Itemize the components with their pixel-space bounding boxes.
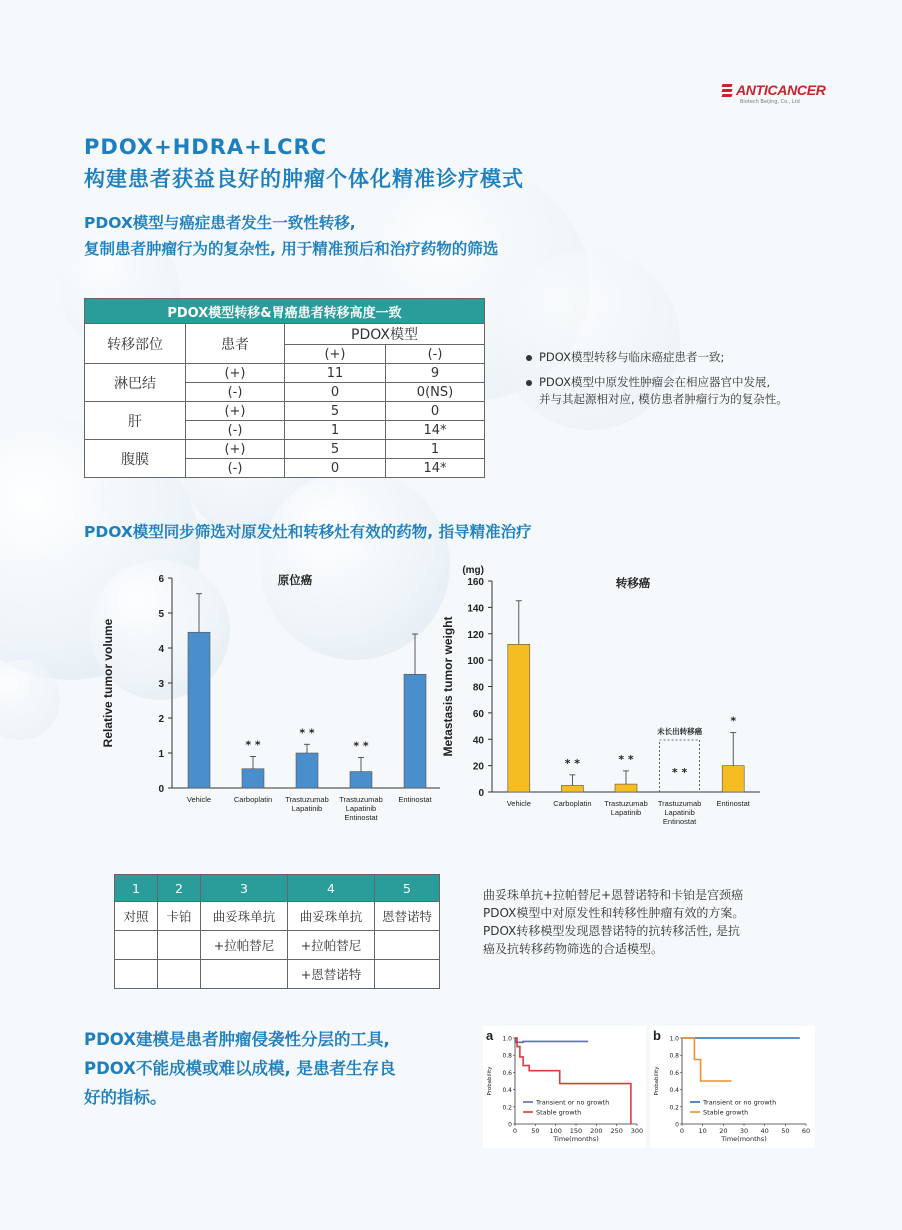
value-cell: 9 <box>386 364 485 383</box>
bar <box>508 644 530 792</box>
patient-cell: (-) <box>186 459 285 478</box>
bullet-dot-icon <box>526 355 532 361</box>
bar <box>722 766 744 792</box>
group-header: 2 <box>158 875 201 902</box>
x-tick-label: Carboplatin <box>233 795 273 804</box>
x-tick-label: Entinostat <box>398 795 432 804</box>
y-tick-label: 0 <box>478 788 484 799</box>
y-tick-label: 120 <box>467 629 484 641</box>
y-tick-label: 6 <box>158 574 164 585</box>
patient-cell: (+) <box>186 364 285 383</box>
paragraph-line: 曲妥珠单抗+拉帕替尼+恩替诺特和卡铂是宫颈癌 <box>483 888 744 902</box>
legend-label: Transient or no growth <box>703 1098 777 1107</box>
y-tick-label: 0.8 <box>669 1052 679 1060</box>
panel-label: a <box>486 1028 494 1043</box>
y-tick-label: 160 <box>467 577 484 588</box>
no-metastasis-note: 未长出转移癌 <box>657 727 703 736</box>
x-tick-label: 200 <box>590 1127 603 1135</box>
paragraph-line: 癌及抗转移药物筛选的合适模型。 <box>483 942 664 956</box>
survival-chart-b <box>650 1026 815 1148</box>
col-header-pdox: PDOX模型 <box>285 324 485 345</box>
site-cell: 肝 <box>85 402 186 440</box>
table-row <box>85 440 485 459</box>
group-cell <box>158 960 201 989</box>
x-tick-label: 50 <box>531 1127 540 1135</box>
y-tick-label: 80 <box>472 682 484 694</box>
group-header: 5 <box>375 875 440 902</box>
x-tick-label: Carboplatin <box>553 799 592 808</box>
bullet-dot-icon <box>526 380 532 386</box>
bar <box>188 632 210 788</box>
table-row <box>115 931 440 960</box>
logo-name: ANTICANCER <box>736 82 826 98</box>
page-title-line2: 构建患者获益良好的肿瘤个体化精准诊疗模式 <box>84 167 524 191</box>
section2-heading: PDOX模型同步筛选对原发灶和转移灶有效的药物, 指导精准治疗 <box>84 523 532 541</box>
section3-heading-line1: PDOX建模是患者肿瘤侵袭性分层的工具, <box>84 1030 390 1049</box>
chart-title: 原位癌 <box>277 573 313 587</box>
x-tick-label: 0 <box>512 1127 518 1135</box>
x-axis-label: Time(months) <box>553 1135 599 1143</box>
patient-cell: (-) <box>186 421 285 440</box>
survival-curve <box>682 1038 732 1081</box>
x-tick-label: Vehicle <box>186 795 212 804</box>
significance-mark: * * <box>564 756 581 770</box>
group-cell: 恩替诺特 <box>375 902 440 931</box>
value-cell: 11 <box>285 364 386 383</box>
y-tick-label: 0.2 <box>502 1104 512 1112</box>
metastasis-table <box>84 298 485 478</box>
x-tick-label: Lapatinib <box>291 804 323 813</box>
group-cell <box>115 960 158 989</box>
x-tick-label: Trastuzumab <box>604 799 648 808</box>
col-header-site: 转移部位 <box>85 324 186 364</box>
x-tick-label: Entinostat <box>716 799 750 808</box>
value-cell: 1 <box>386 440 485 459</box>
survival-chart-a <box>483 1026 646 1148</box>
bar <box>350 772 372 788</box>
x-tick-label: Lapatinib <box>664 808 695 817</box>
x-tick-label: Trastuzumab <box>339 795 383 804</box>
paragraph-line: PDOX模型中对原发性和转移性肿瘤有效的方案。 <box>483 906 745 920</box>
company-logo <box>722 82 826 108</box>
significance-mark: * * <box>299 726 315 740</box>
y-tick-label: 0.8 <box>502 1052 512 1060</box>
bullet-text: PDOX模型转移与临床癌症患者一致; <box>539 350 725 364</box>
value-cell: 5 <box>285 402 386 421</box>
x-tick-label: 100 <box>549 1127 562 1135</box>
x-tick-label: Trastuzumab <box>285 795 329 804</box>
x-tick-label: Lapatinib <box>345 804 377 813</box>
bullet-text: PDOX模型中原发性肿瘤会在相应器官中发展, <box>539 375 771 389</box>
x-tick-label: 10 <box>698 1127 707 1135</box>
treatment-groups-table <box>114 874 440 989</box>
y-tick-label: 0 <box>158 784 164 795</box>
x-tick-label: 300 <box>630 1127 644 1135</box>
panel-label: b <box>653 1028 661 1043</box>
y-tick-label: 0.6 <box>669 1069 679 1077</box>
page-title-line1: PDOX+HDRA+LCRC <box>84 135 328 159</box>
table-row <box>115 960 440 989</box>
group-cell: 曲妥珠单抗 <box>201 902 288 931</box>
col-header-patient: 患者 <box>186 324 285 364</box>
value-cell: 0 <box>285 459 386 478</box>
group-header: 4 <box>288 875 375 902</box>
section1-heading-line1: PDOX模型与癌症患者发生一致性转移, <box>84 214 356 232</box>
bar <box>404 674 426 788</box>
group-cell <box>375 931 440 960</box>
value-cell: 1 <box>285 421 386 440</box>
y-tick-label: 0 <box>675 1121 679 1129</box>
y-tick-label: 1.0 <box>502 1035 512 1043</box>
y-tick-label: 0.6 <box>502 1069 512 1077</box>
group-header: 1 <box>115 875 158 902</box>
y-axis-label: Probability <box>487 1066 493 1096</box>
patient-cell: (+) <box>186 440 285 459</box>
x-tick-label: 150 <box>569 1127 583 1135</box>
value-cell: 0(NS) <box>386 383 485 402</box>
x-tick-label: 30 <box>739 1127 749 1135</box>
y-tick-label: 40 <box>472 735 484 747</box>
metastasis-table-title: PDOX模型转移&胃癌患者转移高度一致 <box>85 299 485 324</box>
y-axis-label: Probability <box>654 1066 660 1096</box>
y-tick-label: 5 <box>158 609 164 620</box>
legend-label: Stable growth <box>536 1108 582 1117</box>
y-tick-label: 0.4 <box>502 1087 512 1095</box>
y-tick-label: 4 <box>158 644 164 655</box>
y-tick-label: 60 <box>472 708 484 720</box>
value-cell: 0 <box>386 402 485 421</box>
x-tick-label: Entinostat <box>662 817 697 826</box>
legend-label: Transient or no growth <box>536 1098 610 1107</box>
value-cell: 0 <box>285 383 386 402</box>
bullet-text: 并与其起源相对应, 模仿患者肿瘤行为的复杂性。 <box>539 392 788 406</box>
group-cell: 曲妥珠单抗 <box>288 902 375 931</box>
x-tick-label: Vehicle <box>506 799 531 808</box>
group-cell <box>115 931 158 960</box>
y-tick-label: 0.2 <box>669 1104 679 1112</box>
y-tick-label: 3 <box>158 679 164 690</box>
section1-heading-line2: 复制患者肿瘤行为的复杂性, 用于精准预后和治疗药物的筛选 <box>84 240 499 258</box>
value-cell: 5 <box>285 440 386 459</box>
x-axis-label: Time(months) <box>721 1135 767 1143</box>
value-cell: 14* <box>386 459 485 478</box>
x-tick-label: Lapatinib <box>610 808 642 817</box>
y-tick-label: 2 <box>158 714 164 725</box>
x-tick-label: 50 <box>781 1127 790 1135</box>
y-axis-label: Relative tumor volume <box>101 618 115 748</box>
paragraph-line: PDOX转移模型发现恩替诺特的抗转移活性, 是抗 <box>483 924 741 938</box>
patient-cell: (-) <box>186 383 285 402</box>
bar <box>296 753 318 788</box>
x-tick-label: 0 <box>679 1127 685 1135</box>
significance-mark: * <box>730 714 737 728</box>
chart-title: 转移癌 <box>615 576 651 590</box>
x-tick-label: Trastuzumab <box>657 799 702 808</box>
x-tick-label: 250 <box>610 1127 623 1135</box>
x-tick-label: 20 <box>719 1127 728 1135</box>
group-cell <box>201 960 288 989</box>
group-cell: +恩替诺特 <box>288 960 375 989</box>
legend-label: Stable growth <box>703 1108 749 1117</box>
table-row <box>85 364 485 383</box>
section3-heading-line3: 好的指标。 <box>84 1088 167 1107</box>
y-tick-label: 0.4 <box>669 1087 679 1095</box>
y-tick-label: 20 <box>472 761 484 773</box>
y-tick-label: 1.0 <box>669 1035 679 1043</box>
logo-mark-icon <box>722 84 732 102</box>
significance-mark: * * <box>245 738 261 752</box>
patient-cell: (+) <box>186 402 285 421</box>
y-tick-label: 140 <box>467 603 484 615</box>
group-cell <box>158 931 201 960</box>
site-cell: 淋巴结 <box>85 364 186 402</box>
metastasis-tumor-chart <box>440 555 780 830</box>
col-header-neg: (-) <box>386 345 485 364</box>
x-tick-label: Entinostat <box>344 813 378 822</box>
y-tick-label: 100 <box>467 656 484 668</box>
bar <box>561 785 583 792</box>
bar <box>242 769 264 788</box>
group-cell: +拉帕替尼 <box>288 931 375 960</box>
survival-curve <box>515 1038 588 1042</box>
value-cell: 14* <box>386 421 485 440</box>
bullet-item <box>526 349 724 366</box>
primary-tumor-chart <box>100 558 440 828</box>
group-cell: +拉帕替尼 <box>201 931 288 960</box>
group-cell <box>375 960 440 989</box>
x-tick-label: 60 <box>801 1127 811 1135</box>
section3-heading-line2: PDOX不能成模或难以成模, 是患者生存良 <box>84 1059 396 1078</box>
y-axis-label: Metastasis tumor weight <box>441 616 455 757</box>
logo-subtitle: Biotech Beijing, Co., Ltd <box>740 99 800 105</box>
x-tick-label: 40 <box>760 1127 769 1135</box>
y-tick-label: 1 <box>158 749 164 760</box>
table-row <box>85 402 485 421</box>
y-unit-label: (mg) <box>462 565 484 576</box>
bullet-item <box>526 374 788 408</box>
bar <box>615 784 637 792</box>
group-cell: 对照 <box>115 902 158 931</box>
significance-mark: * * <box>353 739 369 753</box>
conclusion-paragraph <box>483 886 744 958</box>
group-cell: 卡铂 <box>158 902 201 931</box>
significance-mark: * * <box>618 752 634 766</box>
significance-mark: * * <box>671 766 688 779</box>
table-row <box>115 902 440 931</box>
site-cell: 腹膜 <box>85 440 186 478</box>
col-header-pos: (+) <box>285 345 386 364</box>
group-header: 3 <box>201 875 288 902</box>
y-tick-label: 0 <box>508 1121 512 1129</box>
